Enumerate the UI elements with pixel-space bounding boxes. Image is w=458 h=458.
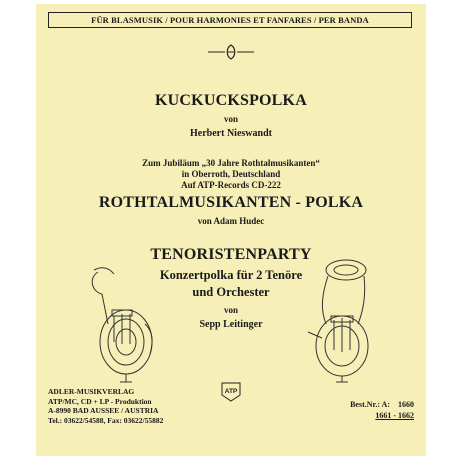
piece2-line1: Zum Jubiläum „30 Jahre Rothtalmusikanten“ <box>142 158 320 168</box>
order-number: 1660 <box>398 400 414 409</box>
publisher-address: A-8990 BAD AUSSEE / AUSTRIA <box>48 406 159 415</box>
piece1-composer: Herbert Nieswandt <box>190 128 272 139</box>
atp-logo-text: ATP <box>224 388 238 395</box>
piece3-title: TENORISTENPARTY <box>150 246 312 263</box>
piece3-subtitle-1: Konzertpolka für 2 Tenöre <box>159 268 303 282</box>
publisher-line2: ATP/MC, CD + LP - Produktion <box>48 396 152 406</box>
tenor-horn-right-icon <box>298 254 378 384</box>
piece2-composer: von Adam Hudec <box>197 216 265 226</box>
publisher-phone: Tel.: 03622/54588, Fax: 03622/55882 <box>48 415 164 425</box>
order-range: 1661 - 1662 <box>375 411 414 420</box>
sheet-music-cover <box>36 4 426 456</box>
order-label: Best.Nr.: A: <box>350 400 390 409</box>
piece2-line3: Auf ATP-Records CD-222 <box>181 180 281 190</box>
piece3-composer: Sepp Leitinger <box>199 319 263 330</box>
piece1-title: KUCKUCKSPOLKA <box>155 92 307 109</box>
piece3-von: von <box>223 305 238 315</box>
publisher-block <box>48 387 188 425</box>
publisher-name: ADLER-MUSIKVERLAG <box>48 387 135 396</box>
order-number-block <box>324 399 414 421</box>
top-banner: FÜR BLASMUSIK / POUR HARMONIES ET FANFARES / PER BANDA <box>48 12 412 28</box>
tenor-horn-left-icon <box>90 264 160 384</box>
piece3-subtitle-2: und Orchester <box>192 285 270 299</box>
atp-logo <box>220 381 242 403</box>
piece2-line2: in Oberroth, Deutschland <box>181 169 281 179</box>
piece2-title: ROTHTALMUSIKANTEN - POLKA <box>98 194 364 211</box>
piece1-von: von <box>223 114 238 124</box>
ornament-icon <box>208 44 254 60</box>
